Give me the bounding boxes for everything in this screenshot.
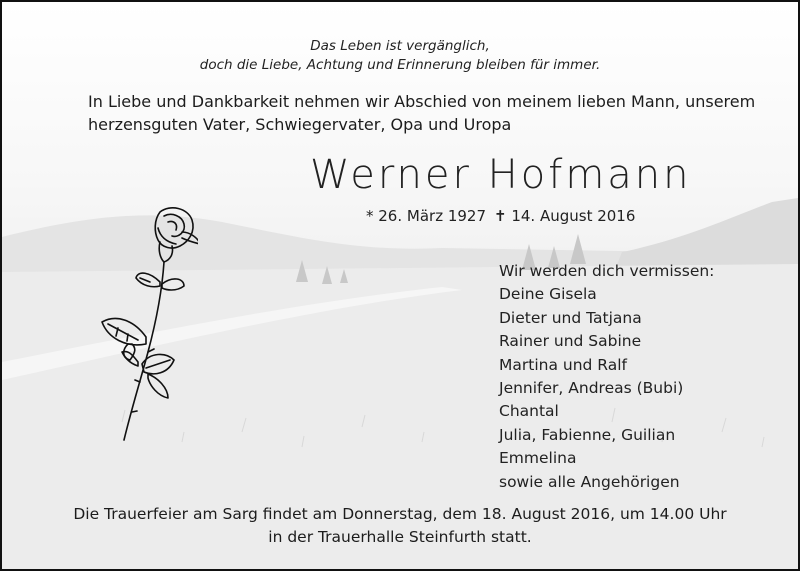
mourners-list (499, 260, 714, 494)
mourner-entry: Deine Gisela (499, 285, 597, 304)
deceased-name: Werner Hofmann (310, 152, 692, 198)
birth-date: * 26. März 1927 (366, 207, 487, 225)
mourner-entry: sowie alle Angehörigen (499, 472, 680, 491)
mourner-entry: Martina und Ralf (499, 355, 627, 374)
death-date: ✝ 14. August 2016 (494, 207, 636, 225)
rose-icon (88, 202, 198, 447)
mourner-entry: Chantal (499, 402, 559, 421)
mourner-entry: Julia, Fabienne, Guilian (499, 425, 676, 444)
mourner-entry: Jennifer, Andreas (Bubi) (499, 378, 684, 397)
quote-line-1: Das Leben ist vergänglich, (310, 38, 490, 54)
mourner-entry: Rainer und Sabine (499, 332, 642, 351)
service-line-2: in der Trauerhalle Steinfurth statt. (268, 528, 532, 546)
mourner-entry: Dieter und Tatjana (499, 308, 642, 327)
intro-line-2: herzensguten Vater, Schwiegervater, Opa und Uropa (88, 115, 512, 134)
mourners-heading: Wir werden dich vermissen: (499, 262, 715, 280)
service-line-1: Die Trauerfeier am Sarg findet am Donnerstag, dem 18. August 2016, um 14.00 Uhr (73, 505, 727, 523)
quote-line-2: doch die Liebe, Achtung und Erinnerung bleiben für immer. (199, 57, 601, 73)
intro-line-1: In Liebe und Dankbarkeit nehmen wir Abschied von meinem lieben Mann, unserem (88, 92, 756, 111)
mourner-entry: Emmelina (499, 449, 577, 468)
